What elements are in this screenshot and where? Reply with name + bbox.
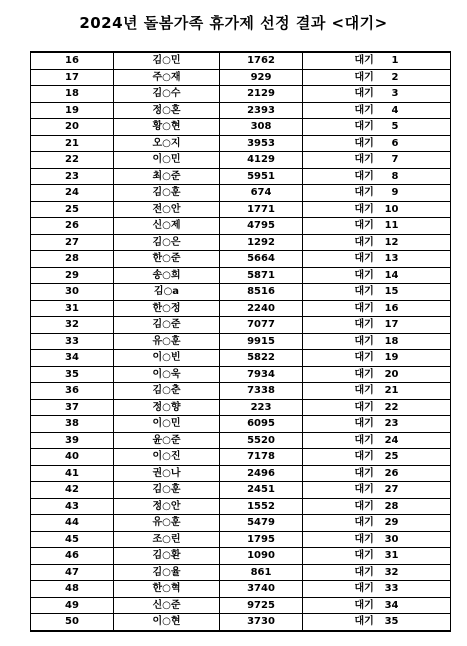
table-row [31, 234, 451, 251]
status-label: 대기 [354, 616, 374, 628]
row-number: 31 [31, 300, 114, 317]
status-label: 대기 [354, 302, 374, 314]
wait-status [303, 284, 451, 301]
applicant-name: 정○안 [114, 498, 220, 515]
status-label: 대기 [354, 170, 374, 182]
wait-number: 15 [384, 286, 399, 298]
application-code: 929 [220, 69, 303, 86]
table-row [31, 614, 451, 631]
table-row [31, 515, 451, 532]
application-code: 5520 [220, 432, 303, 449]
table-row [31, 531, 451, 548]
status-label: 대기 [354, 385, 374, 397]
status-label: 대기 [354, 137, 374, 149]
status-label: 대기 [354, 401, 374, 413]
wait-number: 2 [391, 71, 399, 83]
wait-status [303, 86, 451, 103]
application-code: 3740 [220, 581, 303, 598]
application-code: 7934 [220, 366, 303, 383]
status-label: 대기 [354, 418, 374, 430]
applicant-name: 윤○준 [114, 432, 220, 449]
row-number: 24 [31, 185, 114, 202]
wait-number: 6 [391, 137, 399, 149]
table-row [31, 201, 451, 218]
wait-number: 11 [384, 220, 399, 232]
table-row [31, 350, 451, 367]
status-label: 대기 [354, 566, 374, 578]
row-number: 41 [31, 465, 114, 482]
applicant-name: 최○준 [114, 168, 220, 185]
wait-number: 25 [384, 451, 399, 463]
wait-status [303, 300, 451, 317]
wait-status [303, 416, 451, 433]
table-row [31, 284, 451, 301]
applicant-name: 김○은 [114, 234, 220, 251]
status-label: 대기 [354, 187, 374, 199]
row-number: 27 [31, 234, 114, 251]
table-row [31, 597, 451, 614]
applicant-name: 한○정 [114, 300, 220, 317]
wait-status [303, 201, 451, 218]
application-code: 2496 [220, 465, 303, 482]
applicant-name: 한○혁 [114, 581, 220, 598]
row-number: 37 [31, 399, 114, 416]
row-number: 22 [31, 152, 114, 169]
application-code: 7178 [220, 449, 303, 466]
table-row [31, 449, 451, 466]
wait-status [303, 564, 451, 581]
wait-number: 24 [384, 434, 399, 446]
application-code: 7338 [220, 383, 303, 400]
row-number: 47 [31, 564, 114, 581]
wait-number: 1 [391, 55, 399, 67]
wait-number: 3 [391, 88, 399, 100]
row-number: 46 [31, 548, 114, 565]
row-number: 38 [31, 416, 114, 433]
application-code: 861 [220, 564, 303, 581]
status-label: 대기 [354, 55, 374, 67]
table-row [31, 548, 451, 565]
applicant-name: 신○제 [114, 218, 220, 235]
table-row [31, 251, 451, 268]
applicant-name: 이○민 [114, 152, 220, 169]
wait-number: 10 [384, 203, 399, 215]
wait-number: 21 [384, 385, 399, 397]
applicant-name: 이○현 [114, 614, 220, 631]
wait-status [303, 69, 451, 86]
wait-number: 19 [384, 352, 399, 364]
wait-status [303, 317, 451, 334]
wait-number: 33 [384, 583, 399, 595]
waitlist-table [30, 51, 451, 632]
applicant-name: 정○향 [114, 399, 220, 416]
wait-number: 27 [384, 484, 399, 496]
table-row [31, 465, 451, 482]
application-code: 1762 [220, 52, 303, 69]
wait-status [303, 465, 451, 482]
row-number: 44 [31, 515, 114, 532]
wait-status [303, 350, 451, 367]
status-label: 대기 [354, 319, 374, 331]
applicant-name: 유○훈 [114, 515, 220, 532]
status-label: 대기 [354, 517, 374, 529]
application-code: 674 [220, 185, 303, 202]
wait-status [303, 251, 451, 268]
wait-status [303, 548, 451, 565]
application-code: 2393 [220, 102, 303, 119]
table-row [31, 300, 451, 317]
status-label: 대기 [354, 121, 374, 133]
row-number: 33 [31, 333, 114, 350]
application-code: 5951 [220, 168, 303, 185]
wait-number: 9 [391, 187, 399, 199]
application-code: 3953 [220, 135, 303, 152]
waitlist-table-body [31, 52, 451, 631]
row-number: 50 [31, 614, 114, 631]
table-row [31, 168, 451, 185]
applicant-name: 유○훈 [114, 333, 220, 350]
wait-status [303, 498, 451, 515]
row-number: 34 [31, 350, 114, 367]
status-label: 대기 [354, 104, 374, 116]
application-code: 1552 [220, 498, 303, 515]
application-code: 5822 [220, 350, 303, 367]
application-code: 8516 [220, 284, 303, 301]
row-number: 32 [31, 317, 114, 334]
wait-number: 14 [384, 269, 399, 281]
row-number: 45 [31, 531, 114, 548]
wait-number: 31 [384, 550, 399, 562]
wait-number: 5 [391, 121, 399, 133]
status-label: 대기 [354, 550, 374, 562]
wait-status [303, 383, 451, 400]
row-number: 43 [31, 498, 114, 515]
table-row [31, 383, 451, 400]
applicant-name: 오○지 [114, 135, 220, 152]
applicant-name: 정○혼 [114, 102, 220, 119]
table-row [31, 119, 451, 136]
application-code: 6095 [220, 416, 303, 433]
status-label: 대기 [354, 352, 374, 364]
application-code: 1795 [220, 531, 303, 548]
table-row [31, 416, 451, 433]
status-label: 대기 [354, 88, 374, 100]
row-number: 23 [31, 168, 114, 185]
wait-number: 8 [391, 170, 399, 182]
table-row [31, 366, 451, 383]
row-number: 16 [31, 52, 114, 69]
applicant-name: 김○훈 [114, 482, 220, 499]
row-number: 21 [31, 135, 114, 152]
status-label: 대기 [354, 368, 374, 380]
wait-status [303, 52, 451, 69]
row-number: 39 [31, 432, 114, 449]
applicant-name: 전○안 [114, 201, 220, 218]
row-number: 30 [31, 284, 114, 301]
wait-number: 17 [384, 319, 399, 331]
wait-status [303, 102, 451, 119]
table-row [31, 267, 451, 284]
status-label: 대기 [354, 236, 374, 248]
wait-number: 26 [384, 467, 399, 479]
status-label: 대기 [354, 203, 374, 215]
status-label: 대기 [354, 533, 374, 545]
wait-status [303, 333, 451, 350]
applicant-name: 김○수 [114, 86, 220, 103]
wait-status [303, 366, 451, 383]
applicant-name: 김○환 [114, 548, 220, 565]
wait-number: 28 [384, 500, 399, 512]
wait-status [303, 185, 451, 202]
application-code: 9915 [220, 333, 303, 350]
table-row [31, 86, 451, 103]
wait-number: 13 [384, 253, 399, 265]
wait-status [303, 432, 451, 449]
row-number: 40 [31, 449, 114, 466]
row-number: 35 [31, 366, 114, 383]
wait-status [303, 234, 451, 251]
row-number: 48 [31, 581, 114, 598]
table-row [31, 218, 451, 235]
row-number: 42 [31, 482, 114, 499]
table-row [31, 152, 451, 169]
status-label: 대기 [354, 467, 374, 479]
status-label: 대기 [354, 451, 374, 463]
applicant-name: 신○준 [114, 597, 220, 614]
row-number: 18 [31, 86, 114, 103]
table-row [31, 399, 451, 416]
table-row [31, 135, 451, 152]
wait-status [303, 135, 451, 152]
wait-number: 30 [384, 533, 399, 545]
row-number: 17 [31, 69, 114, 86]
table-row [31, 102, 451, 119]
status-label: 대기 [354, 335, 374, 347]
status-label: 대기 [354, 269, 374, 281]
applicant-name: 이○욱 [114, 366, 220, 383]
status-label: 대기 [354, 599, 374, 611]
wait-number: 29 [384, 517, 399, 529]
wait-number: 32 [384, 566, 399, 578]
application-code: 1292 [220, 234, 303, 251]
row-number: 20 [31, 119, 114, 136]
status-label: 대기 [354, 253, 374, 265]
status-label: 대기 [354, 220, 374, 232]
wait-status [303, 119, 451, 136]
application-code: 223 [220, 399, 303, 416]
status-label: 대기 [354, 500, 374, 512]
wait-status [303, 515, 451, 532]
wait-number: 35 [384, 616, 399, 628]
wait-status [303, 614, 451, 631]
table-row [31, 498, 451, 515]
applicant-name: 이○진 [114, 449, 220, 466]
wait-number: 34 [384, 599, 399, 611]
table-row [31, 482, 451, 499]
wait-number: 22 [384, 401, 399, 413]
table-row [31, 581, 451, 598]
table-row [31, 69, 451, 86]
row-number: 25 [31, 201, 114, 218]
applicant-name: 이○민 [114, 416, 220, 433]
wait-status [303, 597, 451, 614]
wait-status [303, 168, 451, 185]
application-code: 5664 [220, 251, 303, 268]
application-code: 2451 [220, 482, 303, 499]
wait-status [303, 581, 451, 598]
application-code: 308 [220, 119, 303, 136]
applicant-name: 김○춘 [114, 383, 220, 400]
wait-status [303, 482, 451, 499]
row-number: 29 [31, 267, 114, 284]
application-code: 2240 [220, 300, 303, 317]
wait-number: 12 [384, 236, 399, 248]
application-code: 5871 [220, 267, 303, 284]
wait-number: 7 [391, 154, 399, 166]
page-title: 2024년 돌봄가족 휴가제 선정 결과 <대기> [79, 14, 388, 32]
wait-number: 20 [384, 368, 399, 380]
table-row [31, 317, 451, 334]
wait-status [303, 218, 451, 235]
application-code: 3730 [220, 614, 303, 631]
status-label: 대기 [354, 484, 374, 496]
table-row [31, 52, 451, 69]
application-code: 5479 [220, 515, 303, 532]
applicant-name: 한○준 [114, 251, 220, 268]
table-row [31, 333, 451, 350]
application-code: 1771 [220, 201, 303, 218]
wait-status [303, 449, 451, 466]
applicant-name: 김○a [114, 284, 220, 301]
row-number: 36 [31, 383, 114, 400]
wait-status [303, 399, 451, 416]
applicant-name: 주○재 [114, 69, 220, 86]
wait-status [303, 531, 451, 548]
application-code: 9725 [220, 597, 303, 614]
applicant-name: 김○율 [114, 564, 220, 581]
status-label: 대기 [354, 71, 374, 83]
row-number: 49 [31, 597, 114, 614]
applicant-name: 송○희 [114, 267, 220, 284]
table-row [31, 432, 451, 449]
application-code: 4795 [220, 218, 303, 235]
table-row [31, 564, 451, 581]
wait-status [303, 152, 451, 169]
application-code: 1090 [220, 548, 303, 565]
row-number: 19 [31, 102, 114, 119]
status-label: 대기 [354, 286, 374, 298]
applicant-name: 김○준 [114, 317, 220, 334]
row-number: 26 [31, 218, 114, 235]
status-label: 대기 [354, 583, 374, 595]
applicant-name: 황○현 [114, 119, 220, 136]
wait-number: 18 [384, 335, 399, 347]
application-code: 2129 [220, 86, 303, 103]
applicant-name: 김○훈 [114, 185, 220, 202]
applicant-name: 이○빈 [114, 350, 220, 367]
application-code: 4129 [220, 152, 303, 169]
wait-number: 4 [391, 104, 399, 116]
row-number: 28 [31, 251, 114, 268]
wait-number: 16 [384, 302, 399, 314]
wait-number: 23 [384, 418, 399, 430]
application-code: 7077 [220, 317, 303, 334]
wait-status [303, 267, 451, 284]
table-row [31, 185, 451, 202]
applicant-name: 권○나 [114, 465, 220, 482]
status-label: 대기 [354, 434, 374, 446]
applicant-name: 김○민 [114, 52, 220, 69]
status-label: 대기 [354, 154, 374, 166]
applicant-name: 조○린 [114, 531, 220, 548]
